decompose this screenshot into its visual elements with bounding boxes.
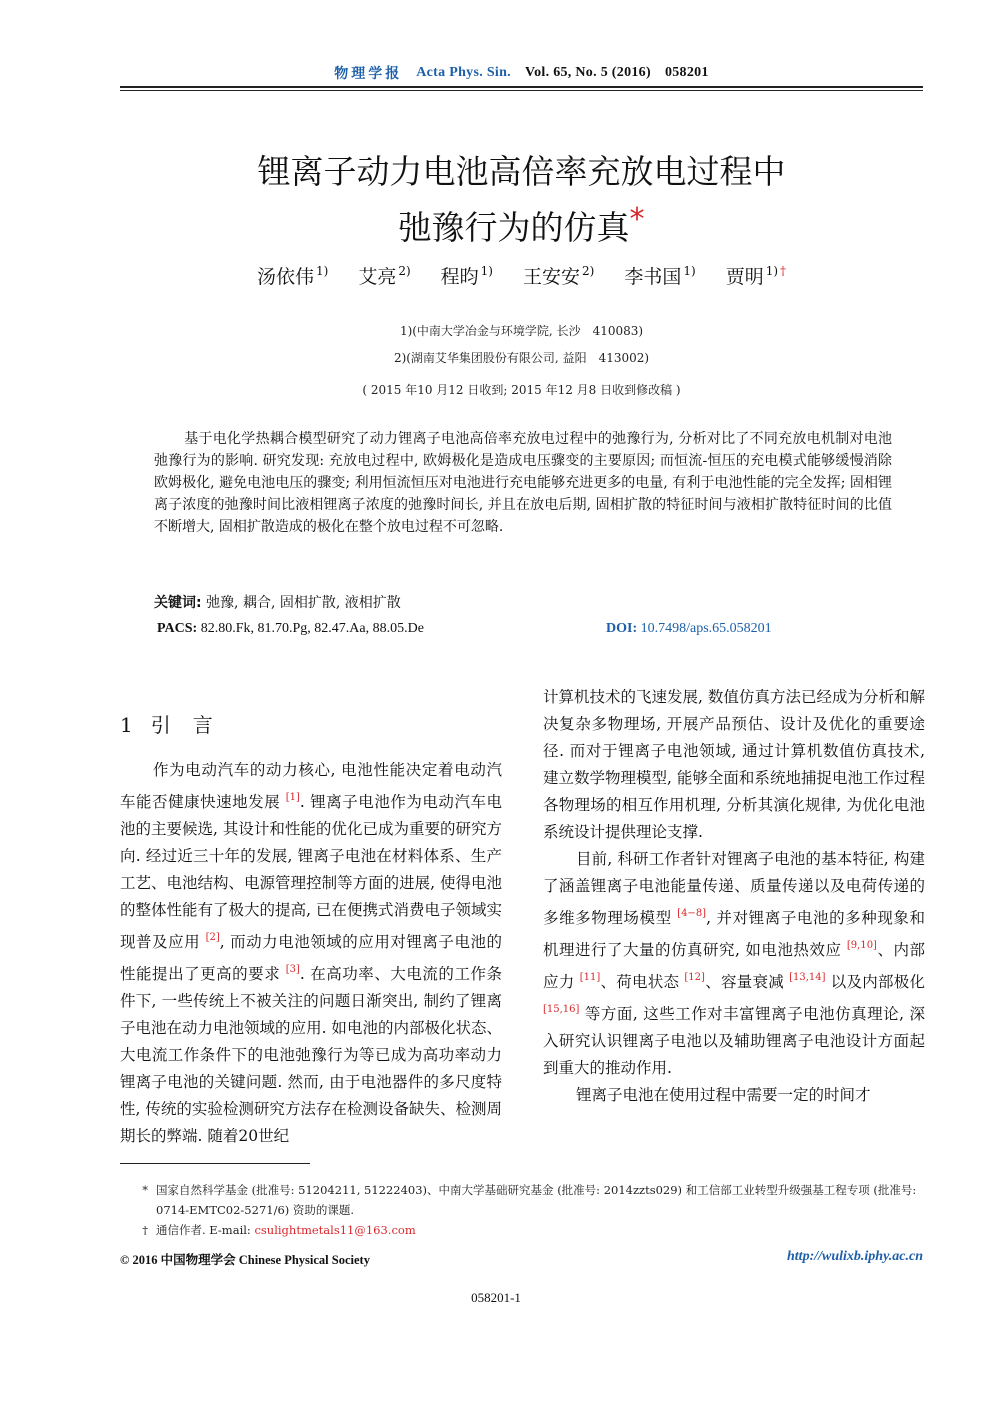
author-affiliation-mark: 1) xyxy=(765,264,779,278)
keywords xyxy=(154,592,401,612)
copyright: © 2016 中国物理学会 Chinese Physical Society xyxy=(120,1253,370,1267)
header-rule xyxy=(120,86,923,88)
body-text: 计算机技术的飞速发展, 数值仿真方法已经成为分析和解决复杂多物理场, 开展产品预估、设计及优化的重要途径. 而对于锂离子电池领域, 通过计算机数值仿真技术, 建立数学物理模型, 能够全面和系统地捕捉电池工作过程各物理场的相互作用机理, 分析其演化规律, 为优化电池系统设计提供理论支撑. xyxy=(543,688,925,841)
affiliation-1: 1)(中南大学冶金与环境学院, 长沙 410083) xyxy=(399,324,644,338)
author xyxy=(624,262,695,289)
author-name: 贾明 xyxy=(725,266,764,288)
journal-name-en: Acta Phys. Sin. xyxy=(416,65,511,80)
keywords-label: 关键词: xyxy=(154,595,202,611)
author-name: 李书国 xyxy=(624,266,682,288)
abstract-text: 基于电化学热耦合模型研究了动力锂离子电池高倍率充放电过程中的弛豫行为, 分析对比了不同充放电机制对电池弛豫行为的影响. 研究发现: 充放电过程中, 欧姆极化是造成电压骤变的主要原因; 而恒流-恒压的充电模式能够缓慢消除欧姆极化, 避免电池电压的骤变; 利用恒流恒压对电池进行充电能够充进更多的电量, 有利于电池性能的完全发挥; 固相锂离子浓度的弛豫时间比液相锂离子浓度的弛豫时间长, 并且在放电后期, 固相扩散的特征时间与液相扩散特征时间的比值不断增大, 固相扩散造成的极化在整个放电过程不可忽略. xyxy=(154,431,892,535)
title-line-2: 弛豫行为的仿真 xyxy=(398,208,630,247)
citation-link[interactable]: [2] xyxy=(205,932,220,943)
keywords-value: 弛豫, 耦合, 固相扩散, 液相扩散 xyxy=(206,595,401,611)
body-text: 锂离子电池在使用过程中需要一定的时间才 xyxy=(576,1086,871,1104)
article-number: 058201 xyxy=(664,65,709,80)
author-name: 程昀 xyxy=(440,266,479,288)
journal-name-cn: 物理学报 xyxy=(334,67,403,82)
body-text: 等方面, 这些工作对丰富锂离子电池仿真理论, 深入研究认识锂离子电池以及辅助锂离子电池设计方面起到重大的推动作用. xyxy=(543,1005,925,1077)
author-affiliation-mark: 1) xyxy=(315,264,329,278)
author xyxy=(257,262,328,289)
body-text: , 并对锂离子电池的多种现象和机理进行了大量的仿真研究, 如电池热效应 xyxy=(543,909,925,959)
footnotes xyxy=(120,1180,923,1240)
volume-info: Vol. 65, No. 5 (2016) xyxy=(524,65,651,80)
abstract xyxy=(154,428,892,538)
author xyxy=(441,262,493,289)
citation-link[interactable]: [12] xyxy=(684,972,705,983)
left-column xyxy=(120,757,502,1150)
body-text: . 锂离子电池作为电动汽车电池的主要候选, 其设计和性能的优化已成为重要的研究方向. 经过近三十年的发展, 锂离子电池在材料体系、生产工艺、电池结构、电源管理控制等方面的进展, 使得电池的整体性能有了极大的提高, 已在便携式消费电子领域实现普及应用 xyxy=(120,793,502,951)
corresponding-footnote-mark: † xyxy=(142,1223,148,1237)
body-text: 作为电动汽车的动力核心, 电池性能决定着电动汽车能否健康快速地发展 xyxy=(120,761,502,811)
corresponding-email-link[interactable]: csulightmetals11@163.com xyxy=(254,1223,416,1237)
doi-label: DOI: xyxy=(606,621,638,636)
paper-title xyxy=(120,148,923,252)
body-paragraph xyxy=(543,684,925,846)
body-text: 、荷电状态 xyxy=(600,973,685,991)
body-text: 以及内部极化 xyxy=(825,973,925,991)
citation-link[interactable]: [13,14] xyxy=(789,972,826,983)
citation-link[interactable]: [15,16] xyxy=(543,1004,580,1015)
body-paragraph xyxy=(543,1082,925,1109)
author-name: 艾亮 xyxy=(358,266,397,288)
corresponding-footnote xyxy=(120,1220,923,1240)
body-text: 目前, 科研工作者针对锂离子电池的基本特征, 构建了涵盖锂离子电池能量传递、质量传递以及电荷传递的多维多物理场模型 xyxy=(543,850,925,927)
body-text: 、容量衰减 xyxy=(704,973,790,991)
funding-star-mark: * xyxy=(629,202,645,237)
citation-link[interactable]: [4−8] xyxy=(677,908,707,919)
corresponding-author-mark: † xyxy=(780,264,787,278)
corresponding-footnote-text: 通信作者. E-mail: xyxy=(156,1223,255,1237)
header-rule-thin xyxy=(120,90,923,91)
body-paragraph xyxy=(120,757,502,1150)
section-number: 1 xyxy=(120,713,133,737)
author-affiliation-mark: 2) xyxy=(398,264,411,278)
author xyxy=(358,262,410,289)
citation-link[interactable]: [1] xyxy=(285,792,300,803)
body-paragraph xyxy=(543,846,925,1082)
doi-link[interactable]: 10.7498/aps.65.058201 xyxy=(640,621,772,636)
section-title: 引言 xyxy=(150,713,235,737)
citation-link[interactable]: [3] xyxy=(285,964,300,975)
affiliation-2: 2)(湖南艾华集团股份有限公司, 益阳 413002) xyxy=(393,351,650,365)
author-list xyxy=(120,262,923,289)
doi xyxy=(606,621,772,637)
journal-website-link[interactable]: http://wulixb.iphy.ac.cn xyxy=(787,1249,923,1264)
pacs-value: 82.80.Fk, 81.70.Pg, 82.47.Aa, 88.05.De xyxy=(200,621,424,636)
body-text: , 而动力电池领域的应用对锂离子电池的性能提出了更高的要求 xyxy=(120,933,502,983)
citation-link[interactable]: [11] xyxy=(579,972,601,983)
author-affiliation-mark: 1) xyxy=(480,264,493,278)
pacs xyxy=(157,621,424,637)
citation-link[interactable]: [9,10] xyxy=(846,940,877,951)
body-text: . 在高功率、大电流的工作条件下, 一些传统上不被关注的问题日渐突出, 制约了锂离子电池在动力电池领域的应用. 如电池的内部极化状态、大电流工作条件下的电池弛豫行为等已成为高功率动力锂离子电池的关键问题. 然而, 由于电池器件的多尺度特性, 传统的实验检测研究方法存在检测设备缺失、检测周期长的弊端. 随着20世纪 xyxy=(120,965,502,1145)
right-column xyxy=(543,684,925,1109)
author xyxy=(523,262,594,289)
funding-footnote xyxy=(120,1180,923,1220)
funding-footnote-mark: * xyxy=(142,1183,148,1197)
section-heading xyxy=(120,709,235,738)
funding-footnote-text: 国家自然科学基金 (批准号: 51204211, 51222403)、中南大学基础研究基金 (批准号: 2014zzts029) 和工信部工业转型升级强基工程专项 (批准号: 0714-EMTC02-5271/6) 资助的课题. xyxy=(156,1183,917,1217)
body-text: 、内部应力 xyxy=(543,941,925,991)
pacs-label: PACS: xyxy=(157,621,198,636)
footnote-rule xyxy=(120,1163,310,1164)
author-affiliation-mark: 2) xyxy=(582,264,595,278)
author-affiliation-mark: 1) xyxy=(683,264,696,278)
author-name: 王安安 xyxy=(523,266,581,288)
author xyxy=(726,262,786,289)
title-line-1: 锂离子动力电池高倍率充放电过程中 xyxy=(257,152,786,191)
author-name: 汤依伟 xyxy=(256,266,314,288)
received-dates: ( 2015 年10 月12 日收到; 2015 年12 月8 日收到修改稿 ) xyxy=(362,383,681,397)
page-number: 058201-1 xyxy=(471,1290,521,1305)
running-head xyxy=(120,64,923,82)
